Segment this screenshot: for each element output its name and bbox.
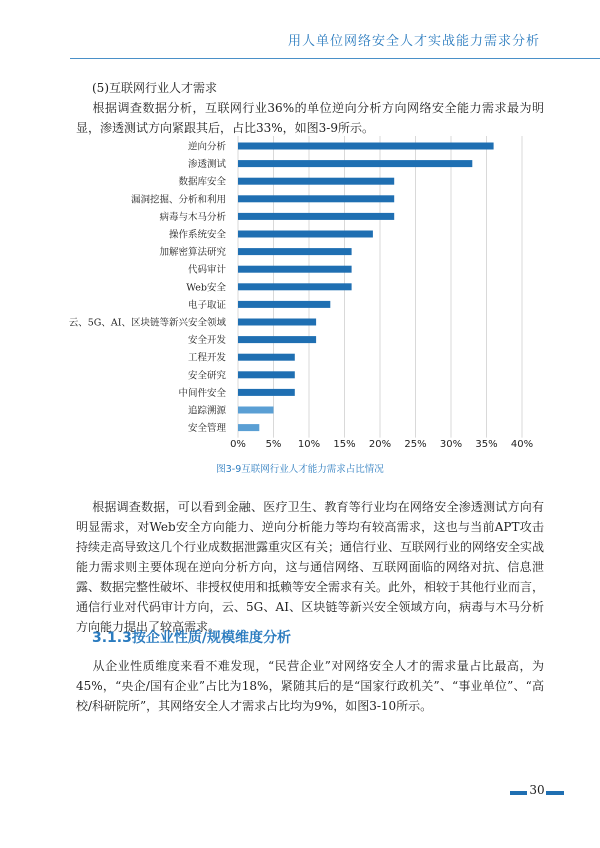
x-tick-label-8: 40% xyxy=(510,439,534,450)
bar-6 xyxy=(238,248,352,255)
bar-12 xyxy=(238,354,295,361)
category-label-10: 云、5G、AI、区块链等新兴安全领域 xyxy=(68,317,226,329)
analysis-paragraph xyxy=(76,497,544,637)
footer-accent-right xyxy=(546,791,564,795)
bar-4 xyxy=(238,213,394,220)
category-label-1: 渗透测试 xyxy=(187,159,226,171)
bar-13 xyxy=(238,371,295,378)
x-tick-label-2: 10% xyxy=(297,439,321,450)
bar-3 xyxy=(238,195,394,202)
category-label-0: 逆向分析 xyxy=(187,141,226,153)
page-number: 30 xyxy=(529,783,545,797)
x-tick-label-1: 5% xyxy=(265,439,282,450)
bar-9 xyxy=(238,301,330,308)
enterprise-paragraph-text: 从企业性质维度来看不难发现，“民营企业”对网络安全人才的需求量占比最高，为45%，“央企/国有企业”占比为18%，紧随其后的是“国家行政机关”、“事业单位”、“高校/科研院所”，其网络安全人才需求占比均为9%，如图3-10所示。 xyxy=(76,659,544,713)
category-label-8: Web安全 xyxy=(186,282,226,294)
bar-7 xyxy=(238,266,352,273)
bar-10 xyxy=(238,319,316,326)
bar-1 xyxy=(238,160,472,167)
bar-0 xyxy=(238,143,494,150)
x-tick-label-4: 20% xyxy=(368,439,392,450)
x-tick-label-3: 15% xyxy=(333,439,356,450)
category-label-2: 数据库安全 xyxy=(178,176,226,188)
bar-2 xyxy=(238,178,394,185)
x-tick-label-6: 30% xyxy=(439,439,463,450)
category-label-4: 病毒与木马分析 xyxy=(159,211,226,223)
bar-8 xyxy=(238,283,352,290)
x-tick-label-7: 35% xyxy=(475,439,498,450)
category-label-5: 操作系统安全 xyxy=(168,229,226,241)
category-label-13: 安全研究 xyxy=(187,370,226,382)
category-label-6: 加解密算法研究 xyxy=(159,247,226,259)
footer-accent-left xyxy=(510,791,527,795)
analysis-paragraph-text: 根据调查数据，可以看到金融、医疗卫生、教育等行业均在网络安全渗透测试方向有明显需求，对Web安全方向能力、逆向分析能力等均有较高需求，这也与当前APT攻击持续走高导致这几个行业成数据泄露重灾区有关；通信行业、互联网行业的网络安全实战能力需求则主要体现在逆向分析方向，这与通信网络、互联网面临的网络对抗、信息泄露、数据完整性破坏、非授权使用和抵赖等安全需求有关。此外，相较于其他行业而言，通信行业对代码审计方向，云、5G、AI、区块链等新兴安全领域方向，病毒与木马分析方向能力提出了较高需求。 xyxy=(76,500,545,634)
intro-paragraph-text: 根据调查数据分析，互联网行业36%的单位逆向分析方向网络安全能力需求最为明显，渗透测试方向紧跟其后，占比33%，如图3-9所示。 xyxy=(76,101,544,135)
category-label-3: 漏洞挖掘、分析和利用 xyxy=(130,194,226,206)
category-label-15: 追踪溯源 xyxy=(187,405,226,417)
bar-16 xyxy=(238,424,259,431)
bar-5 xyxy=(238,231,373,238)
bar-15 xyxy=(238,407,274,414)
bar-14 xyxy=(238,389,295,396)
internet-industry-subheading: (5)互联网行业人才需求 xyxy=(92,81,217,95)
category-label-16: 安全管理 xyxy=(187,423,226,435)
enterprise-paragraph xyxy=(76,656,544,716)
section-heading-3-1-3: 3.1.3按企业性质/规模维度分析 xyxy=(92,630,291,646)
running-header-title: 用人单位网络安全人才实战能力需求分析 xyxy=(287,34,540,49)
category-label-9: 电子取证 xyxy=(187,299,226,311)
x-tick-label-0: 0% xyxy=(230,439,246,450)
chart-caption: 图3-9互联网行业人才能力需求占比情况 xyxy=(216,464,384,475)
category-label-7: 代码审计 xyxy=(187,264,226,276)
category-label-12: 工程开发 xyxy=(187,352,226,364)
category-label-14: 中间件安全 xyxy=(178,387,226,399)
x-tick-label-5: 25% xyxy=(404,439,427,450)
bar-11 xyxy=(238,336,316,343)
category-label-11: 安全开发 xyxy=(187,335,226,347)
